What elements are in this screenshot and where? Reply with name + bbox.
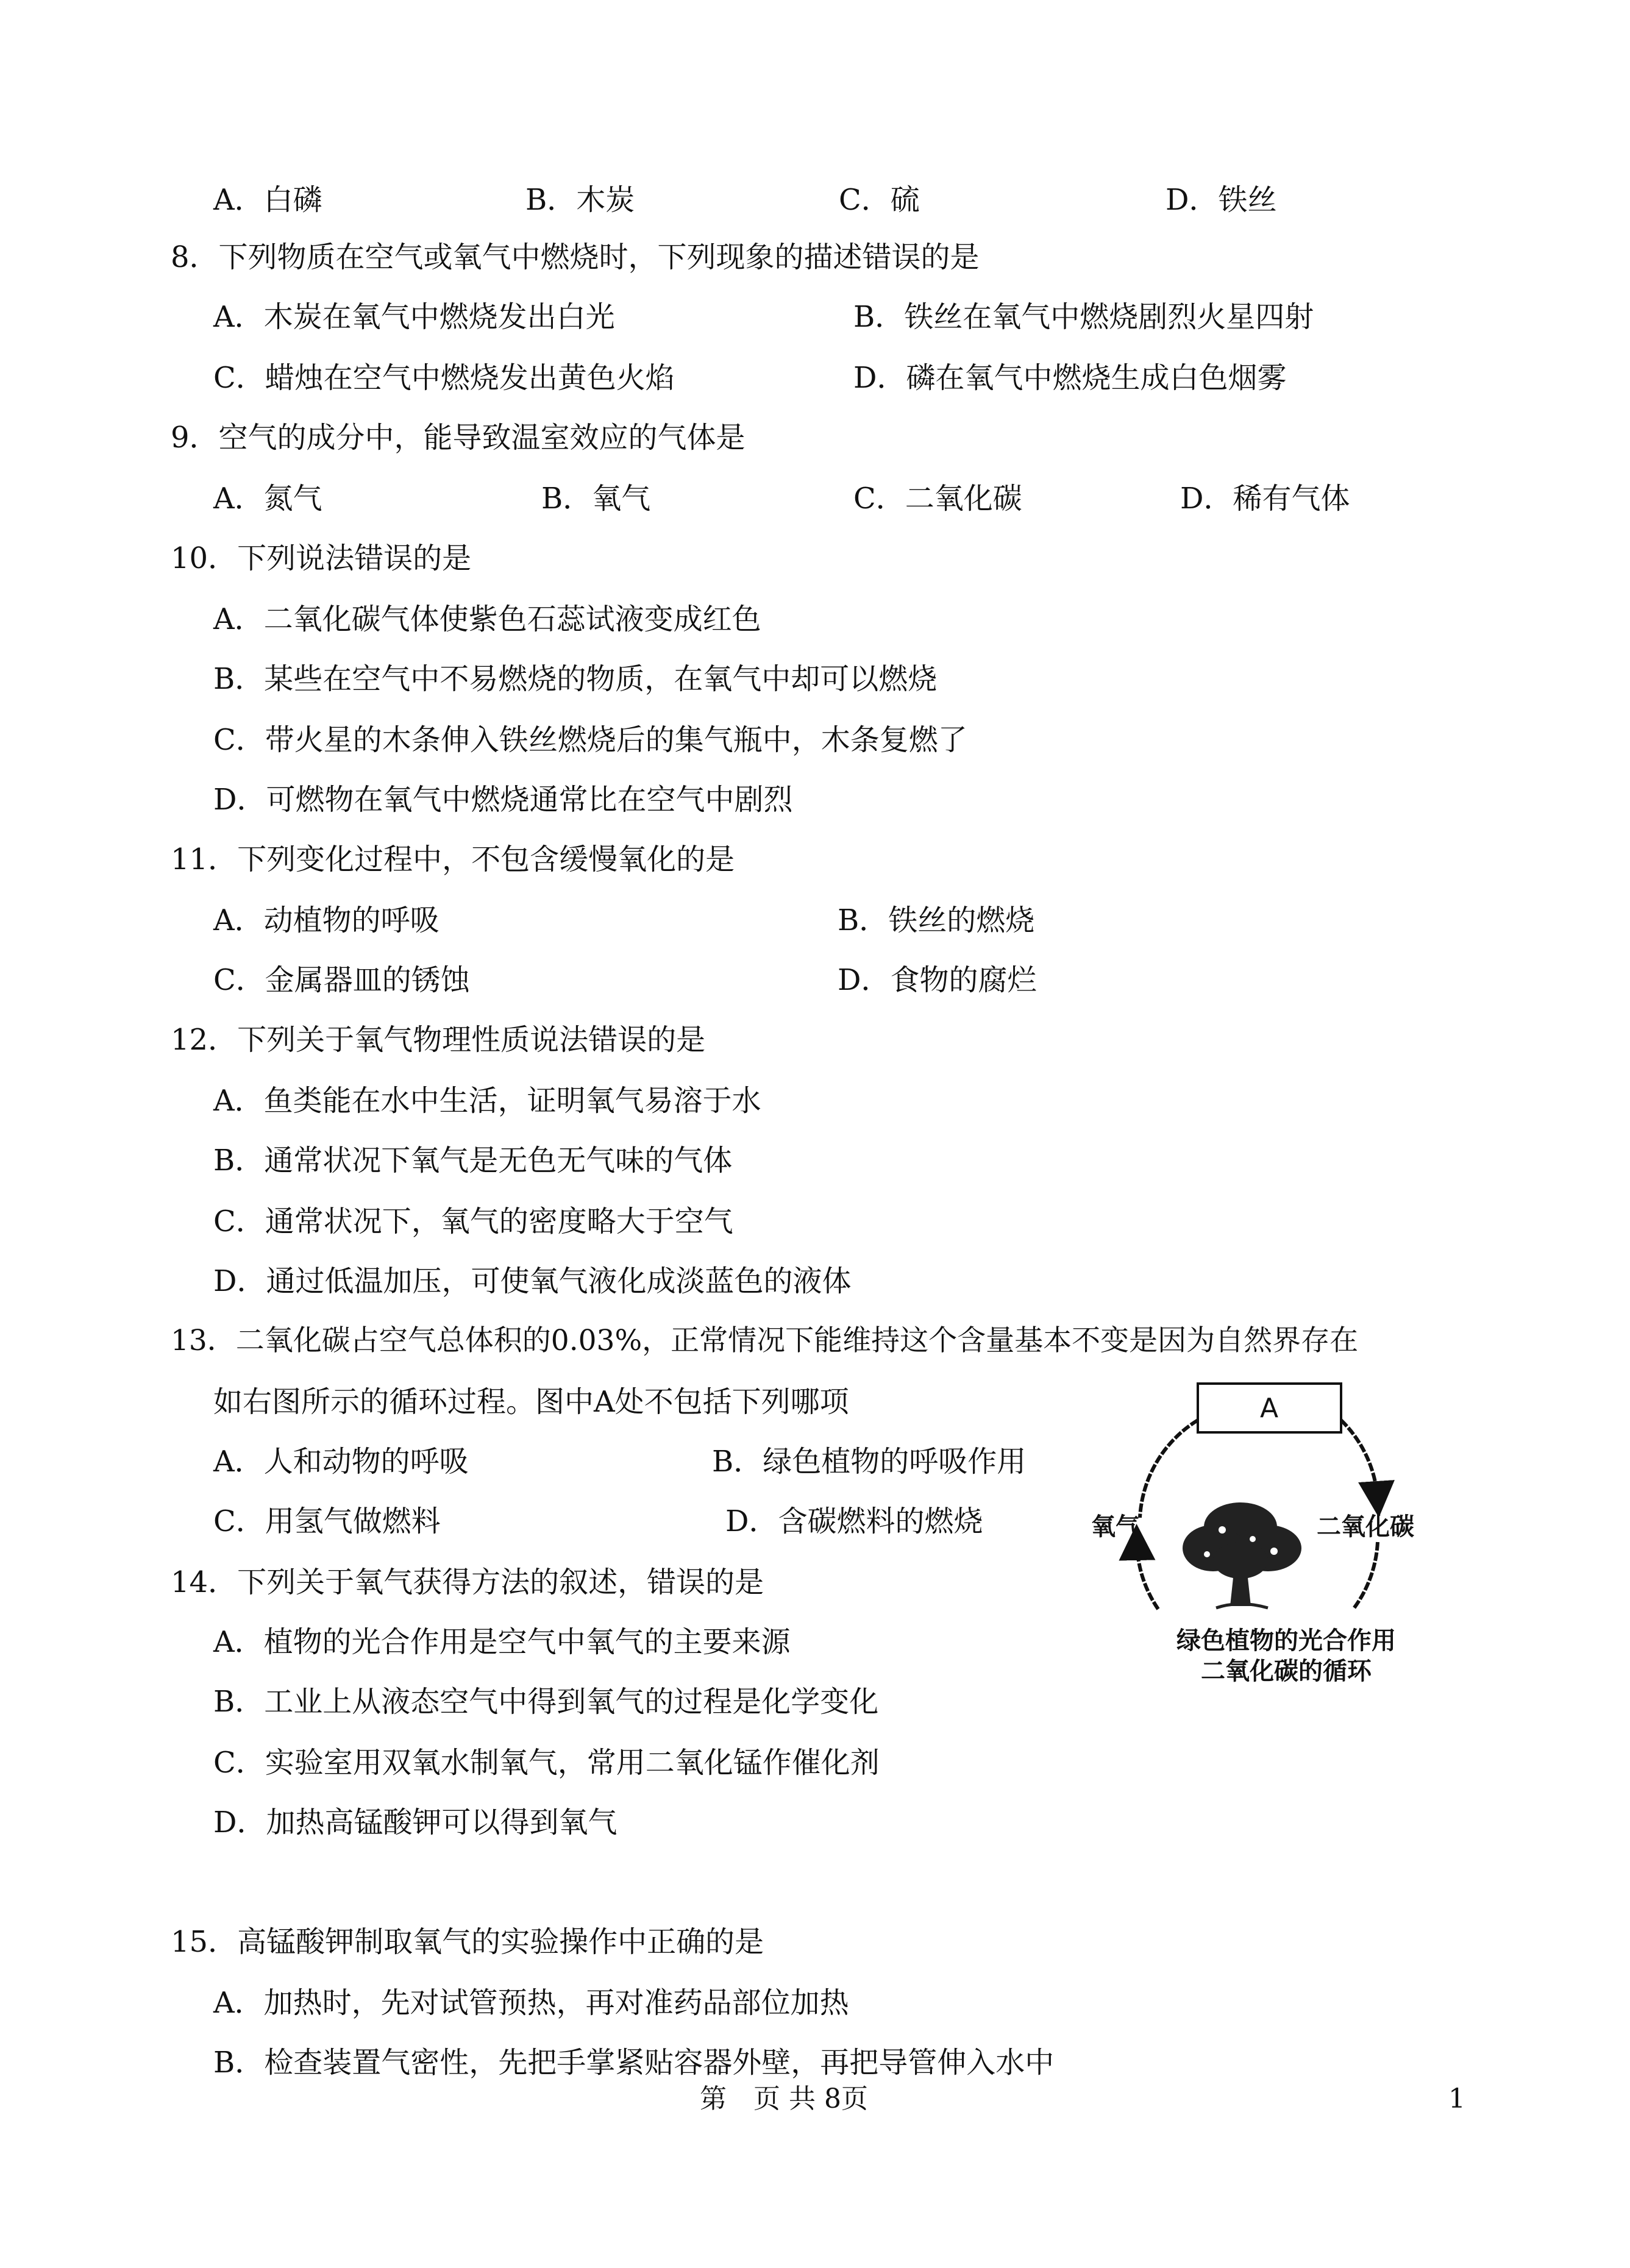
cycle-label-co2: 二氧化碳 <box>1317 1513 1414 1541</box>
q14-stem: 14．下列关于氧气获得方法的叙述，错误的是 <box>171 1565 764 1599</box>
q7-option-d: D．铁丝 <box>1166 183 1277 217</box>
q11-option-d: D．食物的腐烂 <box>838 963 1037 997</box>
q11-option-b: B．铁丝的燃烧 <box>838 903 1035 937</box>
q11-option-c: C．金属器皿的锈蚀 <box>213 963 470 997</box>
q14-option-a: A．植物的光合作用是空气中氧气的主要来源 <box>213 1625 791 1659</box>
carbon-cycle-figure <box>1091 1365 1481 1707</box>
cycle-box-label: A <box>1259 1393 1279 1424</box>
q13-option-d: D．含碳燃料的燃烧 <box>725 1504 983 1538</box>
q10-option-d: D．可燃物在氧气中燃烧通常比在空气中剧烈 <box>213 783 793 817</box>
q12-option-d: D．通过低温加压，可使氧气液化成淡蓝色的液体 <box>213 1264 852 1298</box>
q15-option-b: B．检查装置气密性，先把手掌紧贴容器外壁，再把导管伸入水中 <box>213 2046 1055 2080</box>
q11-stem: 11．下列变化过程中，不包含缓慢氧化的是 <box>171 842 735 876</box>
cycle-arc-bottom-right <box>1353 1542 1378 1609</box>
q12-option-b: B．通常状况下氧气是无色无气味的气体 <box>213 1143 733 1178</box>
q10-option-b: B．某些在空气中不易燃烧的物质，在氧气中却可以燃烧 <box>213 662 938 696</box>
q15-option-a: A．加热时，先对试管预热，再对准药品部位加热 <box>213 1986 849 2020</box>
q9-option-b: B．氧气 <box>541 482 651 516</box>
q9-option-c: C．二氧化碳 <box>853 482 1022 516</box>
page-number: 1 <box>1448 2083 1465 2114</box>
cycle-caption-line2: 二氧化碳的循环 <box>1201 1657 1372 1685</box>
q7-option-b: B．木炭 <box>525 183 635 217</box>
q15-stem: 15．高锰酸钾制取氧气的实验操作中正确的是 <box>171 1925 764 1959</box>
q12-option-c: C．通常状况下，氧气的密度略大于空气 <box>213 1204 733 1239</box>
q9-option-d: D．稀有气体 <box>1180 482 1350 516</box>
q7-option-c: C．硫 <box>839 183 920 217</box>
q9-stem: 9．空气的成分中，能导致温室效应的气体是 <box>171 421 746 455</box>
q8-option-d: D．磷在氧气中燃烧生成白色烟雾 <box>853 361 1287 395</box>
cycle-arc-top-right <box>1341 1420 1378 1499</box>
q12-option-a: A．鱼类能在水中生活，证明氧气易溶于水 <box>213 1084 761 1118</box>
q13-option-b: B．绿色植物的呼吸作用 <box>712 1445 1027 1479</box>
q14-option-b: B．工业上从液态空气中得到氧气的过程是化学变化 <box>213 1685 879 1719</box>
q7-option-a: A．白磷 <box>213 183 322 217</box>
q11-option-a: A．动植物的呼吸 <box>213 903 440 937</box>
q13-option-a: A．人和动物的呼吸 <box>213 1445 469 1479</box>
tree-icon <box>1183 1502 1301 1608</box>
q8-option-a: A．木炭在氧气中燃烧发出白光 <box>213 300 615 334</box>
cycle-label-oxygen: 氧气 <box>1091 1513 1140 1541</box>
q9-option-a: A．氮气 <box>213 482 322 516</box>
cycle-caption-line1: 绿色植物的光合作用 <box>1176 1627 1396 1655</box>
page-footer: 第 页 共 8页 <box>700 2083 868 2114</box>
q14-option-d: D．加热高锰酸钾可以得到氧气 <box>213 1805 617 1840</box>
q12-stem: 12．下列关于氧气物理性质说法错误的是 <box>171 1023 706 1057</box>
q10-option-a: A．二氧化碳气体使紫色石蕊试液变成红色 <box>213 602 761 636</box>
q13-option-c: C．用氢气做燃料 <box>213 1504 441 1538</box>
q14-option-c: C．实验室用双氧水制氧气，常用二氧化锰作催化剂 <box>213 1746 880 1780</box>
q13-stem-line1: 13．二氧化碳占空气总体积的0.03%，正常情况下能维持这个含量基本不变是因为自然界存在 <box>171 1324 1359 1357</box>
q8-stem: 8．下列物质在空气或氧气中燃烧时，下列现象的描述错误的是 <box>171 240 980 274</box>
cycle-arc-bottom-left <box>1137 1542 1158 1609</box>
q10-stem: 10．下列说法错误的是 <box>171 541 472 575</box>
q8-option-b: B．铁丝在氧气中燃烧剧烈火星四射 <box>853 300 1314 334</box>
cycle-arc-top-left <box>1140 1420 1198 1518</box>
q8-option-c: C．蜡烛在空气中燃烧发出黄色火焰 <box>213 361 675 395</box>
q13-stem-line2: 如右图所示的循环过程。图中A处不包括下列哪项 <box>213 1385 849 1419</box>
q10-option-c: C．带火星的木条伸入铁丝燃烧后的集气瓶中，木条复燃了 <box>213 723 967 757</box>
